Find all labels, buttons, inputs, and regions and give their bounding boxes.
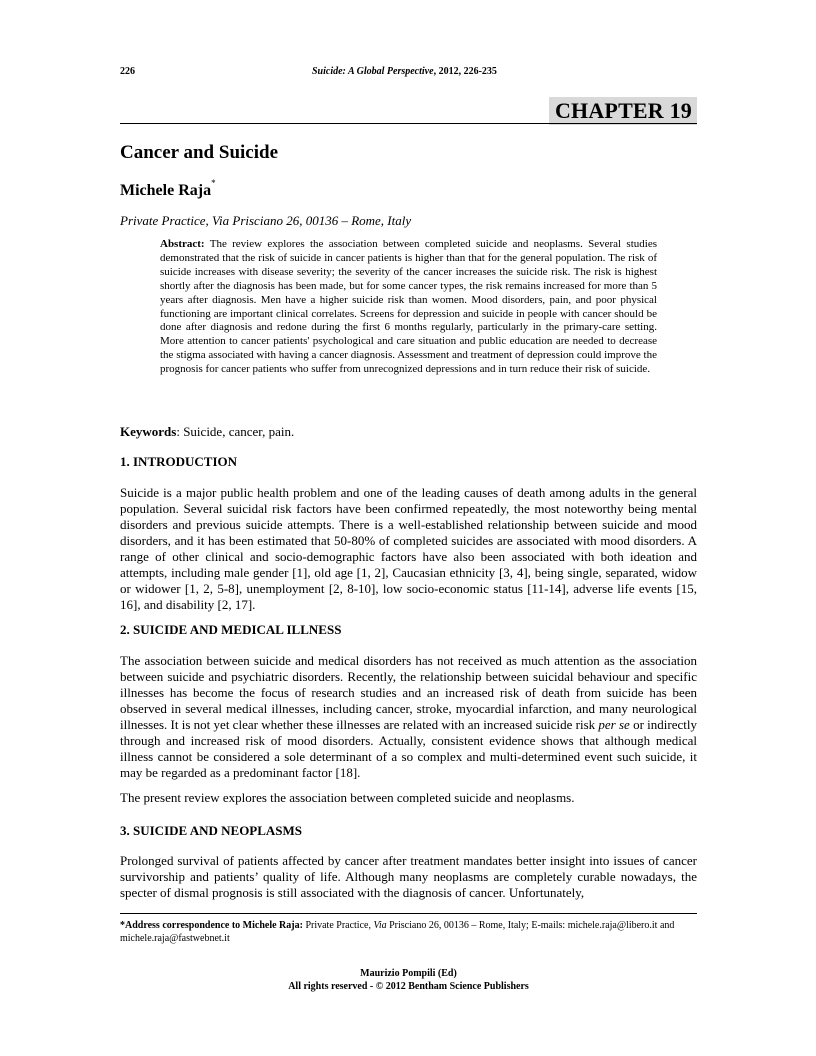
footnote-divider bbox=[120, 913, 697, 914]
journal-citation bbox=[312, 66, 497, 77]
journal-title: Suicide: A Global Perspective bbox=[312, 66, 434, 77]
paragraph-text: The association between suicide and medical disorders has not received as much attention as the association between suicide and psychiatric disorders. Recently, the relationship between suicidal behaviour and specific illnesses has become the focus of research studies and an increased risk of death from suicide has been observed in several medical illnesses, including cancer, stroke, myocardial infarction, and many neurological illnesses. It is not yet clear whether these illnesses are related with an increased suicide risk bbox=[120, 653, 697, 732]
keywords-text: : Suicide, cancer, pain. bbox=[176, 424, 295, 439]
section-heading-introduction: 1. INTRODUCTION bbox=[120, 454, 238, 469]
author-name: Michele Raja bbox=[120, 182, 212, 199]
section-heading-medical-illness: 2. SUICIDE AND MEDICAL ILLNESS bbox=[120, 622, 342, 637]
author-marker: * bbox=[211, 178, 216, 188]
abstract-label: Abstract: bbox=[160, 238, 205, 250]
header-divider bbox=[120, 123, 697, 124]
footnote bbox=[120, 919, 697, 945]
footer-rights: All rights reserved - © 2012 Bentham Science Publishers bbox=[288, 981, 529, 992]
footnote-text: Private Practice, bbox=[302, 920, 374, 931]
author-line bbox=[120, 178, 216, 200]
paragraph-text: or indirectly through and increased risk of mood disorders. Actually, consistent evidence shows that although medical illness cannot be considered a sole determinant of a so complex and multi-determined event such suicide, it may be regarded as a predominant factor [18]. bbox=[120, 717, 697, 780]
affiliation: Private Practice, Via Prisciano 26, 00136 – Rome, Italy bbox=[120, 213, 412, 228]
chapter-label: CHAPTER 19 bbox=[549, 97, 697, 125]
paragraph-present-review bbox=[120, 790, 697, 806]
page-number: 226 bbox=[120, 66, 135, 77]
journal-details: , 2012, 226-235 bbox=[433, 66, 497, 77]
paragraph-text: Prolonged survival of patients affected by cancer after treatment mandates better insight into issues of cancer survivorship and patients’ quality of life. Although many neoplasms are completely curable nowadays, the specter of dismal prognosis is still associated with the diagnosis of cancer. Unfortunately, bbox=[120, 853, 697, 900]
footnote-italic: Via bbox=[373, 920, 387, 931]
paragraph-medical-illness bbox=[120, 653, 697, 781]
paragraph-text: The present review explores the association between completed suicide and neoplasms. bbox=[120, 790, 575, 805]
paragraph-neoplasms bbox=[120, 853, 697, 901]
footer-editor: Maurizio Pompili (Ed) bbox=[360, 968, 457, 979]
keywords bbox=[120, 424, 294, 440]
page-footer bbox=[120, 967, 697, 993]
abstract-text: The review explores the association between completed suicide and neoplasms. Several studies demonstrated that the risk of suicide in cancer patients is higher than that for the general population. The risk of suicide increases with disease severity; the severity of the cancer increases the suicide risk. The risk is highest shortly after the diagnosis has been made, but for some cancer types, the risk remains increased for more than 5 years after diagnosis. Men have a higher suicide risk than women. Mood disorders, pain, and poor physical functioning are important clinical correlates. Screens for depression and suicide in people with cancer should be done after diagnosis and redone during the first 6 months regularly, particularly in the primary-care setting. More attention to cancer patients' psychological and care situation and public education are needed to decrease the stigma associated with having a cancer diagnosis. Assessment and treatment of depression could improve the prognosis for cancer patients who suffer from unrecognized depressions and in turn reduce their risk of suicide. bbox=[160, 238, 657, 376]
abstract bbox=[160, 238, 657, 377]
article-title: Cancer and Suicide bbox=[120, 142, 279, 163]
footnote-text: Prisciano 26, 00136 – Rome, Italy; E-mails: michele.raja@libero.it and michele.raja@fastwebnet.it bbox=[120, 920, 675, 944]
keywords-label: Keywords bbox=[120, 424, 177, 439]
paragraph-text: Suicide is a major public health problem and one of the leading causes of death among adults in the general population. Several suicidal risk factors have been confirmed repeatedly, the most noteworthy being mental disorders and previous suicide attempts. There is a well-established relationship between suicide and mood disorders, and it has been estimated that 50-80% of completed suicides are associated with mood disorders. A range of other clinical and socio-demographic factors have also been associated with both ideation and attempts, including male gender [1], old age [1, 2], Caucasian ethnicity [3, 4], being single, separated, widow or widower [1, 2, 5-8], unemployment [2, 8-10], low socio-economic status [11-14], adverse life events [15, 16], and disability [2, 17]. bbox=[120, 485, 697, 612]
footnote-label: *Address correspondence to Michele Raja: bbox=[120, 920, 303, 931]
section-heading-neoplasms: 3. SUICIDE AND NEOPLASMS bbox=[120, 823, 303, 838]
paragraph-italic: per se bbox=[598, 717, 630, 732]
paragraph-introduction bbox=[120, 485, 697, 613]
